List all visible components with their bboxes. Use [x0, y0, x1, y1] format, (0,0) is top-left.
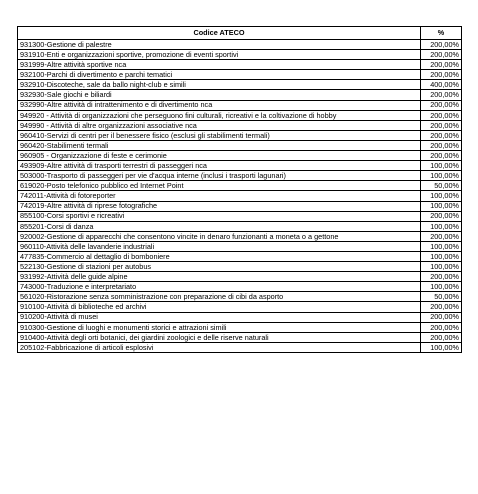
table-row	[18, 342, 462, 352]
ateco-code-cell: 522130-Gestione di stazioni per autobus	[18, 262, 421, 272]
table-row	[18, 262, 462, 272]
ateco-code-cell: 960410-Servizi di centri per il benessere fisico (esclusi gli stabilimenti termali)	[18, 130, 421, 140]
table-row	[18, 161, 462, 171]
percentage-cell: 200,00%	[421, 231, 462, 241]
table-row	[18, 221, 462, 231]
ateco-code-cell: 503000-Trasporto di passeggeri per vie d'acqua interne (inclusi i trasporti lagunari)	[18, 171, 421, 181]
table-row	[18, 231, 462, 241]
ateco-table	[17, 26, 462, 353]
table-row	[18, 110, 462, 120]
table-row	[18, 40, 462, 50]
table-row	[18, 292, 462, 302]
percentage-cell: 200,00%	[421, 322, 462, 332]
ateco-code-cell: 949920 - Attività di organizzazioni che perseguono fini culturali, ricreativi e la coltivazione di hobby	[18, 110, 421, 120]
percentage-cell: 200,00%	[421, 70, 462, 80]
percentage-cell: 100,00%	[421, 251, 462, 261]
table-row	[18, 312, 462, 322]
table-row	[18, 302, 462, 312]
ateco-code-cell: 932930-Sale giochi e biliardi	[18, 90, 421, 100]
percentage-cell: 100,00%	[421, 191, 462, 201]
ateco-code-cell: 960110-Attività delle lavanderie industriali	[18, 241, 421, 251]
percentage-cell: 200,00%	[421, 211, 462, 221]
table-row	[18, 272, 462, 282]
table-row	[18, 181, 462, 191]
percentage-cell: 100,00%	[421, 221, 462, 231]
table-row	[18, 120, 462, 130]
ateco-code-cell: 931992-Attività delle guide alpine	[18, 272, 421, 282]
header-codice-ateco: Codice ATECO	[18, 27, 421, 40]
percentage-cell: 100,00%	[421, 262, 462, 272]
percentage-cell: 200,00%	[421, 60, 462, 70]
ateco-code-cell: 493909-Altre attività di trasporti terrestri di passeggeri nca	[18, 161, 421, 171]
ateco-code-cell: 960905 - Organizzazione di feste e cerimonie	[18, 151, 421, 161]
ateco-code-cell: 932910-Discoteche, sale da ballo night-club e simili	[18, 80, 421, 90]
ateco-code-cell: 205102-Fabbricazione di articoli esplosivi	[18, 342, 421, 352]
percentage-cell: 200,00%	[421, 90, 462, 100]
percentage-cell: 100,00%	[421, 171, 462, 181]
percentage-cell: 100,00%	[421, 342, 462, 352]
table-row	[18, 60, 462, 70]
table-row	[18, 332, 462, 342]
table-row	[18, 282, 462, 292]
table-row	[18, 130, 462, 140]
table-row	[18, 80, 462, 90]
ateco-code-cell: 742019-Altre attività di riprese fotografiche	[18, 201, 421, 211]
header-percentage: %	[421, 27, 462, 40]
ateco-code-cell: 855201-Corsi di danza	[18, 221, 421, 231]
ateco-code-cell: 931910-Enti e organizzazioni sportive, promozione di eventi sportivi	[18, 50, 421, 60]
percentage-cell: 200,00%	[421, 120, 462, 130]
table-row	[18, 191, 462, 201]
percentage-cell: 200,00%	[421, 100, 462, 110]
table-row	[18, 211, 462, 221]
percentage-cell: 100,00%	[421, 282, 462, 292]
percentage-cell: 100,00%	[421, 201, 462, 211]
table-body	[18, 40, 462, 353]
ateco-code-cell: 931999-Altre attività sportive nca	[18, 60, 421, 70]
ateco-code-cell: 932100-Parchi di divertimento e parchi tematici	[18, 70, 421, 80]
ateco-code-cell: 920002-Gestione di apparecchi che consentono vincite in denaro funzionanti a moneta o a gettone	[18, 231, 421, 241]
ateco-code-cell: 561020-Ristorazione senza somministrazione con preparazione di cibi da asporto	[18, 292, 421, 302]
percentage-cell: 50,00%	[421, 181, 462, 191]
percentage-cell: 200,00%	[421, 332, 462, 342]
percentage-cell: 200,00%	[421, 50, 462, 60]
table-row	[18, 241, 462, 251]
percentage-cell: 50,00%	[421, 292, 462, 302]
ateco-code-cell: 932990-Altre attività di intrattenimento e di divertimento nca	[18, 100, 421, 110]
table-row	[18, 140, 462, 150]
percentage-cell: 100,00%	[421, 161, 462, 171]
ateco-code-cell: 910400-Attività degli orti botanici, dei giardini zoologici e delle riserve naturali	[18, 332, 421, 342]
percentage-cell: 200,00%	[421, 110, 462, 120]
table-header-row	[18, 27, 462, 40]
ateco-code-cell: 855100-Corsi sportivi e ricreativi	[18, 211, 421, 221]
percentage-cell: 200,00%	[421, 302, 462, 312]
ateco-code-cell: 931300-Gestione di palestre	[18, 40, 421, 50]
table-row	[18, 171, 462, 181]
percentage-cell: 100,00%	[421, 241, 462, 251]
table-row	[18, 70, 462, 80]
table-row	[18, 90, 462, 100]
percentage-cell: 200,00%	[421, 272, 462, 282]
ateco-code-cell: 910100-Attività di biblioteche ed archivi	[18, 302, 421, 312]
ateco-code-cell: 742011-Attività di fotoreporter	[18, 191, 421, 201]
percentage-cell: 200,00%	[421, 130, 462, 140]
percentage-cell: 200,00%	[421, 40, 462, 50]
ateco-code-cell: 910300-Gestione di luoghi e monumenti storici e attrazioni simili	[18, 322, 421, 332]
ateco-code-cell: 477835-Commercio al dettaglio di bomboniere	[18, 251, 421, 261]
table-row	[18, 151, 462, 161]
percentage-cell: 400,00%	[421, 80, 462, 90]
percentage-cell: 200,00%	[421, 151, 462, 161]
table-row	[18, 201, 462, 211]
percentage-cell: 200,00%	[421, 140, 462, 150]
ateco-code-cell: 960420-Stabilimenti termali	[18, 140, 421, 150]
ateco-code-cell: 949990 - Attività di altre organizzazioni associative nca	[18, 120, 421, 130]
table-row	[18, 322, 462, 332]
ateco-code-cell: 619020-Posto telefonico pubblico ed Internet Point	[18, 181, 421, 191]
table-row	[18, 251, 462, 261]
percentage-cell: 200,00%	[421, 312, 462, 322]
table-row	[18, 100, 462, 110]
ateco-code-cell: 910200-Attività di musei	[18, 312, 421, 322]
ateco-code-cell: 743000-Traduzione e interpretariato	[18, 282, 421, 292]
table-row	[18, 50, 462, 60]
